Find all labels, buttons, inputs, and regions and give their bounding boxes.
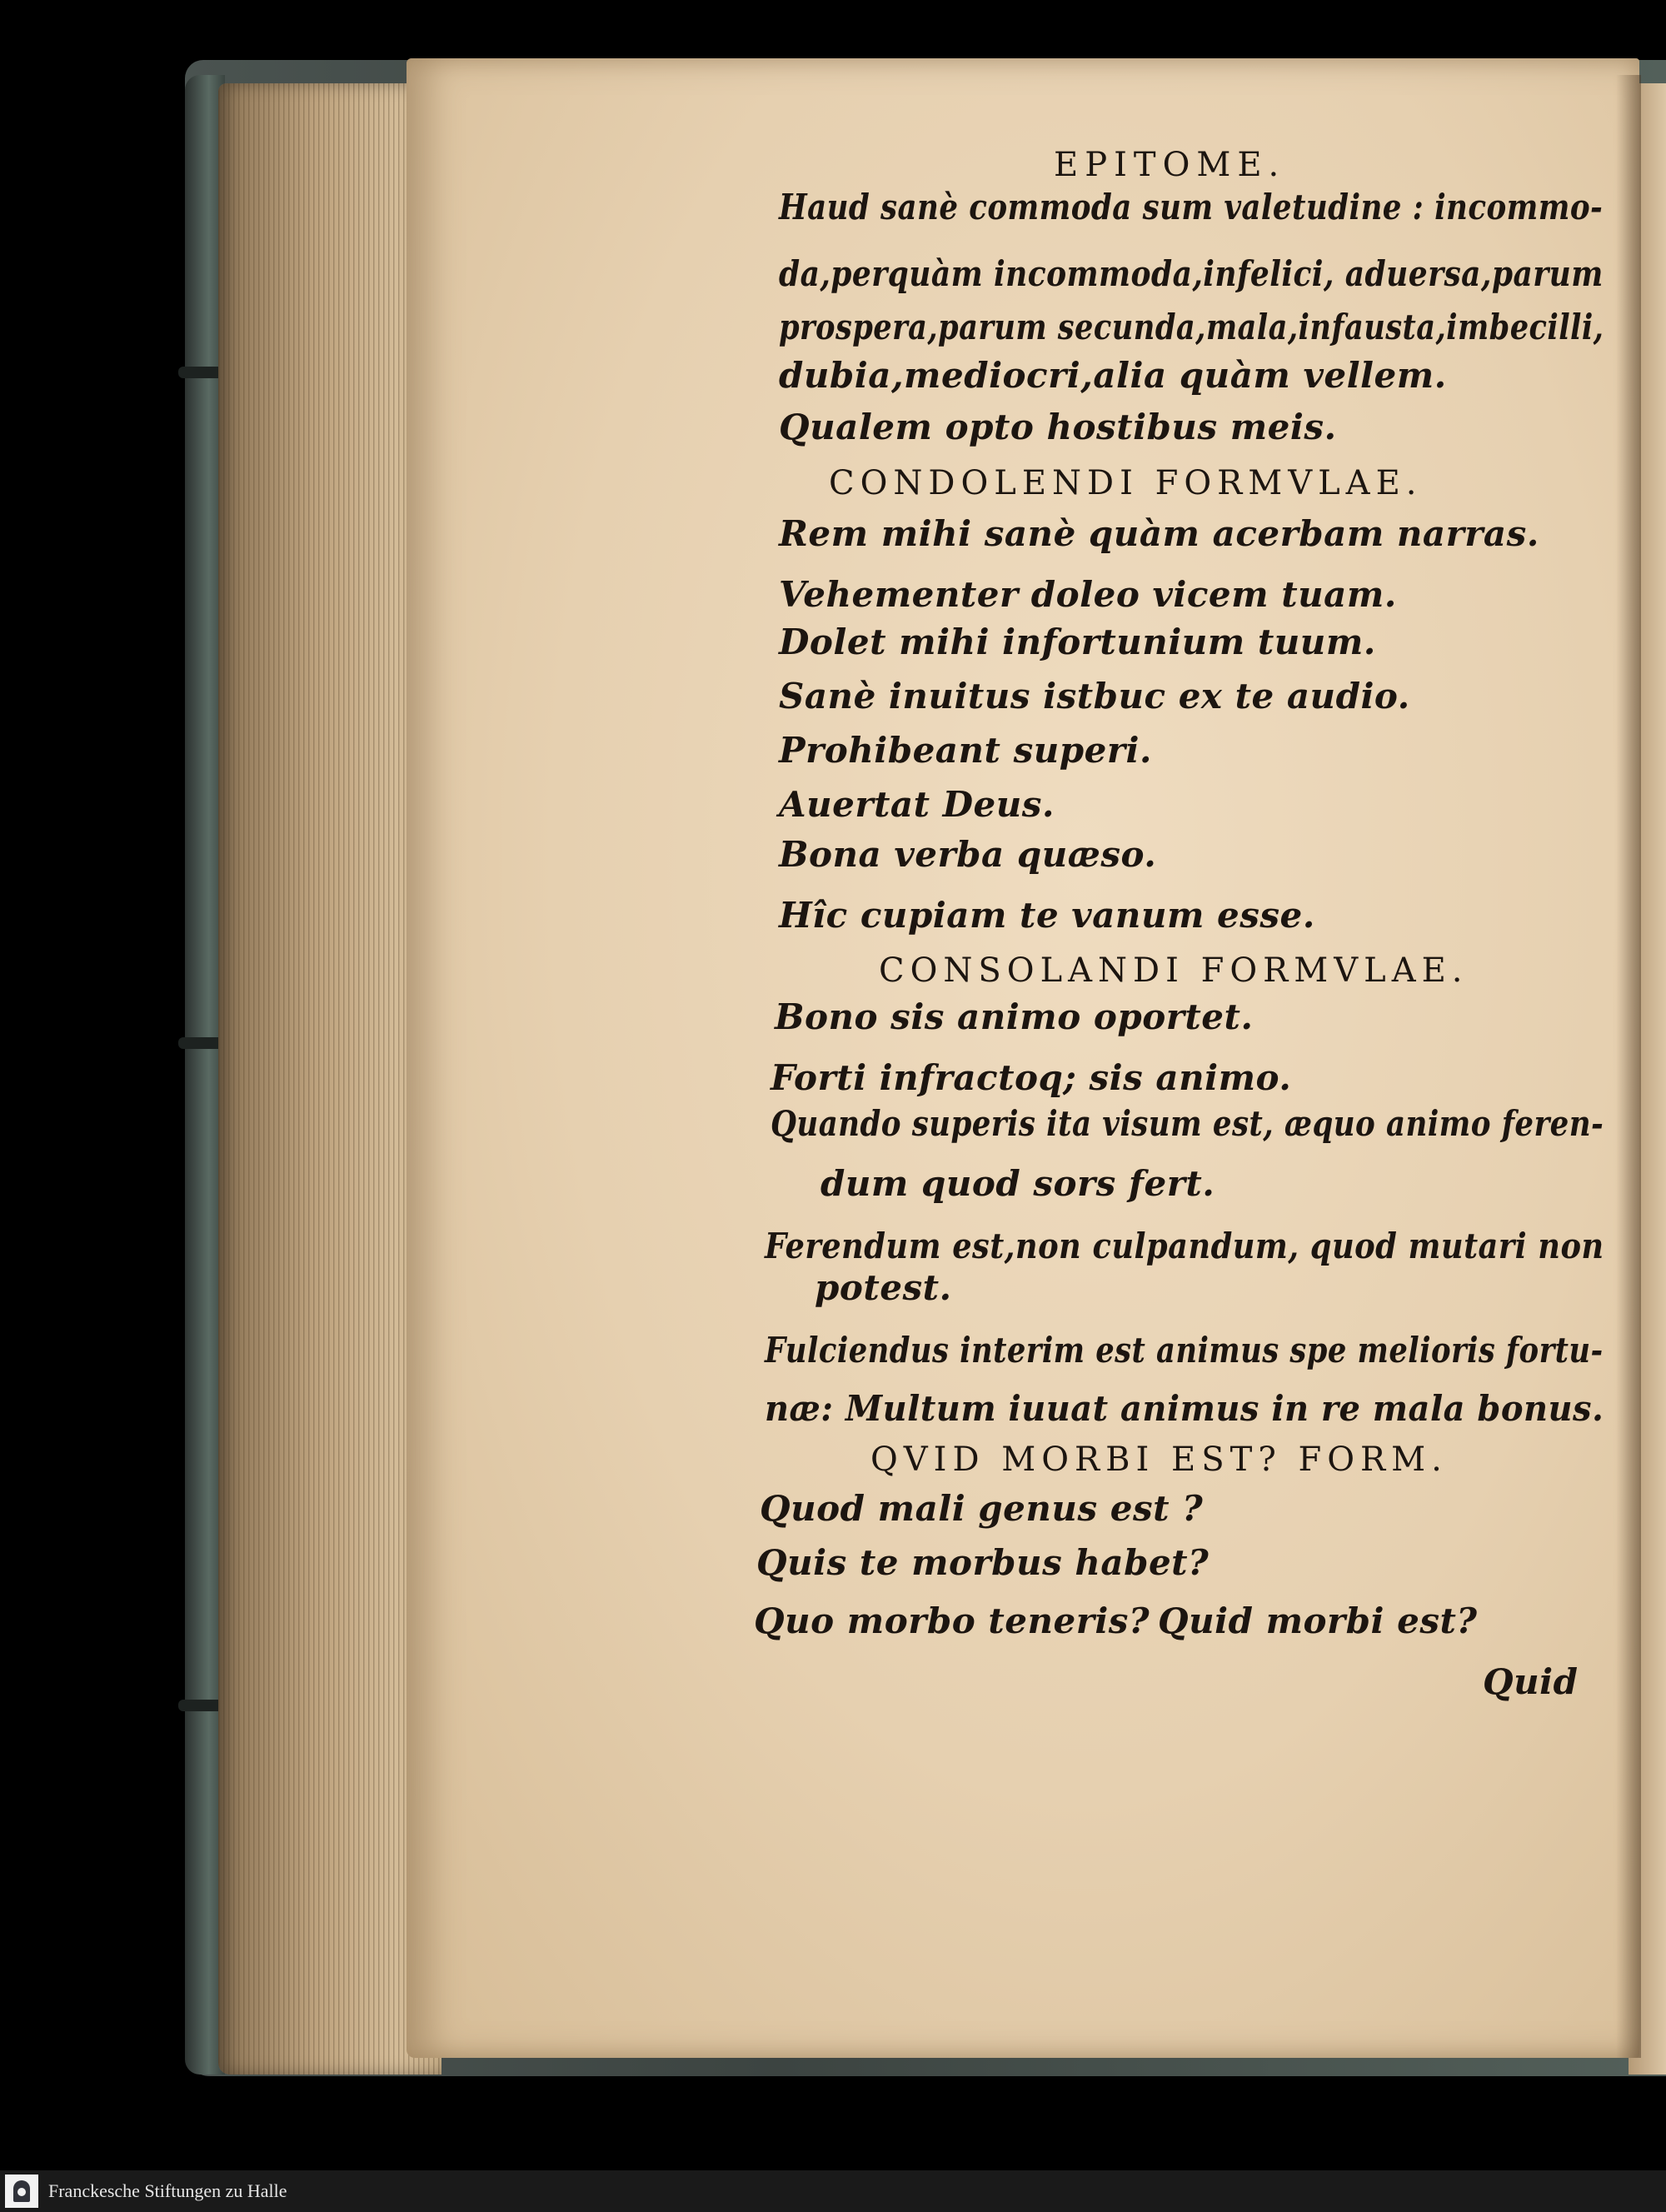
running-head: EPITOME.	[1054, 146, 1286, 184]
text-line: prospera,parum secunda,mala,infausta,imbecilli,	[779, 307, 1604, 347]
section-heading: QVID MORBI EST? FORM.	[870, 1441, 1448, 1479]
text-line: dubia,mediocri,alia quàm vellem.	[779, 355, 1447, 396]
institution-logo-icon	[5, 2175, 38, 2208]
text-line: Dolet mihi infortunium tuum.	[779, 622, 1376, 662]
text-line: Haud sanè commoda sum valetudine : incommo-	[779, 187, 1604, 227]
footer-bar	[0, 2170, 1666, 2212]
text-line: Quo morbo teneris?	[754, 1600, 1150, 1641]
text-line: Qualem opto hostibus meis.	[779, 407, 1337, 447]
footer-institution: Franckesche Stiftungen zu Halle	[48, 2180, 287, 2201]
text-line: næ: Multum iuuat animus in re mala bonus.	[765, 1388, 1604, 1429]
text-line: Quis te morbus habet?	[756, 1542, 1210, 1583]
text-line: Prohibeant superi.	[779, 730, 1153, 771]
text-line: Fulciendus interim est animus spe melioris fortu-	[765, 1330, 1604, 1371]
text-line: potest.	[815, 1267, 952, 1308]
text-line: Quid morbi est?	[1158, 1600, 1478, 1641]
text-line: Sanè inuitus istbuc ex te audio.	[779, 676, 1410, 717]
section-heading: CONDOLENDI FORMVLAE.	[829, 464, 1423, 502]
text-line: Bona verba quæso.	[779, 834, 1157, 875]
text-line: Bono sis animo oportet.	[775, 996, 1254, 1037]
catchword: Quid	[1483, 1661, 1579, 1702]
text-line: Quod mali genus est ?	[760, 1488, 1204, 1529]
text-line: Vehementer doleo vicem tuam.	[779, 574, 1397, 615]
text-line: Ferendum est,non culpandum, quod mutari non	[765, 1226, 1604, 1266]
text-line: dum quod sors fert.	[821, 1163, 1215, 1204]
text-line: Auertat Deus.	[779, 784, 1055, 825]
text-line: da,perquàm incommoda,infelici, aduersa,parum	[779, 253, 1604, 294]
section-heading: CONSOLANDI FORMVLAE.	[879, 951, 1469, 990]
text-line: Rem mihi sanè quàm acerbam narras.	[779, 513, 1539, 554]
text-line: Hîc cupiam te vanum esse.	[779, 895, 1315, 936]
text-line: Quando superis ita visum est, æquo animo feren-	[771, 1103, 1604, 1144]
text-line: Forti infractoq; sis animo.	[771, 1057, 1292, 1098]
